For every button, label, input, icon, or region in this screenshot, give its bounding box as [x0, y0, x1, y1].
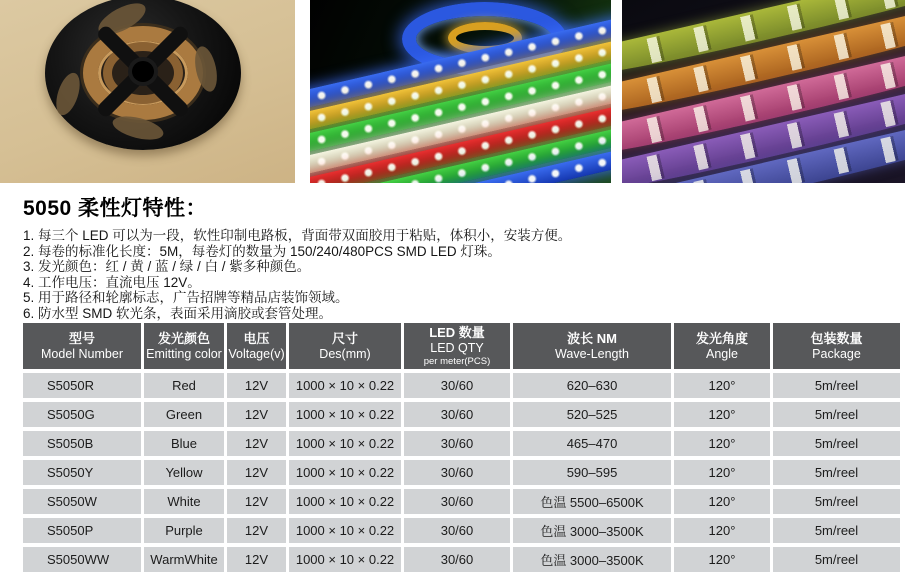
table-cell: Blue [144, 431, 224, 456]
feature-item: 6. 防水型 SMD 软光条，表面采用滴胶或套管处理。 [23, 305, 333, 321]
table-cell: 12V [227, 547, 286, 572]
table-cell: 120° [674, 518, 770, 543]
table-cell: S5050W [23, 489, 141, 514]
table-cell: 1000 × 10 × 0.22 [289, 489, 401, 514]
table-cell: 30/60 [404, 547, 510, 572]
table-cell: 5m/reel [773, 460, 900, 485]
table-row [23, 431, 900, 456]
header-model-number: 型号 Model Number [23, 323, 141, 369]
table-cell: 色温 3000–3500K [513, 547, 671, 572]
table-cell: 520–525 [513, 402, 671, 427]
table-cell: 120° [674, 373, 770, 398]
table-cell: 465–470 [513, 431, 671, 456]
table-cell: 120° [674, 460, 770, 485]
table-cell: Green [144, 402, 224, 427]
table-row [23, 489, 900, 514]
table-cell: 12V [227, 460, 286, 485]
table-cell: 5m/reel [773, 373, 900, 398]
table-cell: 5m/reel [773, 489, 900, 514]
photo-led-strip-reel [0, 0, 295, 183]
table-cell: 12V [227, 373, 286, 398]
table-cell: S5050B [23, 431, 141, 456]
photo-rgb-strip-closeup [622, 0, 905, 183]
header-package: 包装数量 Package [773, 323, 900, 369]
table-cell: S5050G [23, 402, 141, 427]
table-cell: S5050R [23, 373, 141, 398]
header-wavelength: 波长 NM Wave-Length [513, 323, 671, 369]
table-cell: 5m/reel [773, 402, 900, 427]
header-dimensions: 尺寸 Des(mm) [289, 323, 401, 369]
table-cell: 1000 × 10 × 0.22 [289, 547, 401, 572]
table-cell: 5m/reel [773, 518, 900, 543]
reel-hub [132, 61, 154, 82]
table-cell: 30/60 [404, 431, 510, 456]
table-cell: 120° [674, 402, 770, 427]
table-cell: Purple [144, 518, 224, 543]
table-row [23, 518, 900, 543]
table-cell: 30/60 [404, 402, 510, 427]
table-cell: 色温 3000–3500K [513, 518, 671, 543]
table-cell: 120° [674, 489, 770, 514]
table-row [23, 373, 900, 398]
table-cell: 1000 × 10 × 0.22 [289, 518, 401, 543]
product-photo-row [0, 0, 905, 183]
header-voltage: 电压 Voltage(v) [227, 323, 286, 369]
table-cell: 12V [227, 402, 286, 427]
table-cell: 120° [674, 547, 770, 572]
table-cell: 30/60 [404, 373, 510, 398]
table-cell: 1000 × 10 × 0.22 [289, 431, 401, 456]
table-cell: 12V [227, 431, 286, 456]
spec-table-body [23, 373, 900, 572]
feature-item: 4. 工作电压：直流电压 12V。 [23, 274, 201, 290]
feature-item: 3. 发光颜色：红 / 黄 / 蓝 / 绿 / 白 / 紫多种颜色。 [23, 259, 311, 275]
feature-section [23, 192, 883, 322]
table-cell: Red [144, 373, 224, 398]
table-cell: 30/60 [404, 518, 510, 543]
table-cell: 1000 × 10 × 0.22 [289, 373, 401, 398]
table-cell: 1000 × 10 × 0.22 [289, 460, 401, 485]
spec-table [20, 319, 903, 576]
table-cell: WarmWhite [144, 547, 224, 572]
feature-item: 2. 每卷的标准化长度：5M，每卷灯的数量为 150/240/480PCS SMD LED 灯珠。 [23, 243, 501, 259]
feature-item: 5. 用于路径和轮廓标志，广告招牌等精品店装饰领域。 [23, 290, 349, 306]
table-cell: S5050WW [23, 547, 141, 572]
table-cell: 590–595 [513, 460, 671, 485]
table-cell: 色温 5500–6500K [513, 489, 671, 514]
table-cell: White [144, 489, 224, 514]
feature-list [23, 228, 883, 322]
feature-item: 1. 每三个 LED 可以为一段，软性印制电路板，背面带双面胶用于粘贴，体积小，安装方便。 [23, 228, 572, 243]
table-row [23, 460, 900, 485]
header-angle: 发光角度 Angle [674, 323, 770, 369]
header-emitting-color: 发光颜色 Emitting color [144, 323, 224, 369]
table-cell: 12V [227, 489, 286, 514]
table-row [23, 402, 900, 427]
table-cell: 620–630 [513, 373, 671, 398]
table-row [23, 547, 900, 572]
section-title: 5050 柔性灯特性： [23, 197, 208, 220]
table-cell: Yellow [144, 460, 224, 485]
table-cell: 5m/reel [773, 547, 900, 572]
table-cell: 120° [674, 431, 770, 456]
table-header-row [23, 323, 900, 369]
table-cell: 12V [227, 518, 286, 543]
table-cell: S5050Y [23, 460, 141, 485]
table-cell: 30/60 [404, 489, 510, 514]
table-cell: 30/60 [404, 460, 510, 485]
table-cell: 1000 × 10 × 0.22 [289, 402, 401, 427]
photo-glowing-strips [310, 0, 611, 183]
header-led-qty: LED 数量 LED QTY per meter(PCS) [404, 323, 510, 369]
table-cell: S5050P [23, 518, 141, 543]
table-cell: 5m/reel [773, 431, 900, 456]
